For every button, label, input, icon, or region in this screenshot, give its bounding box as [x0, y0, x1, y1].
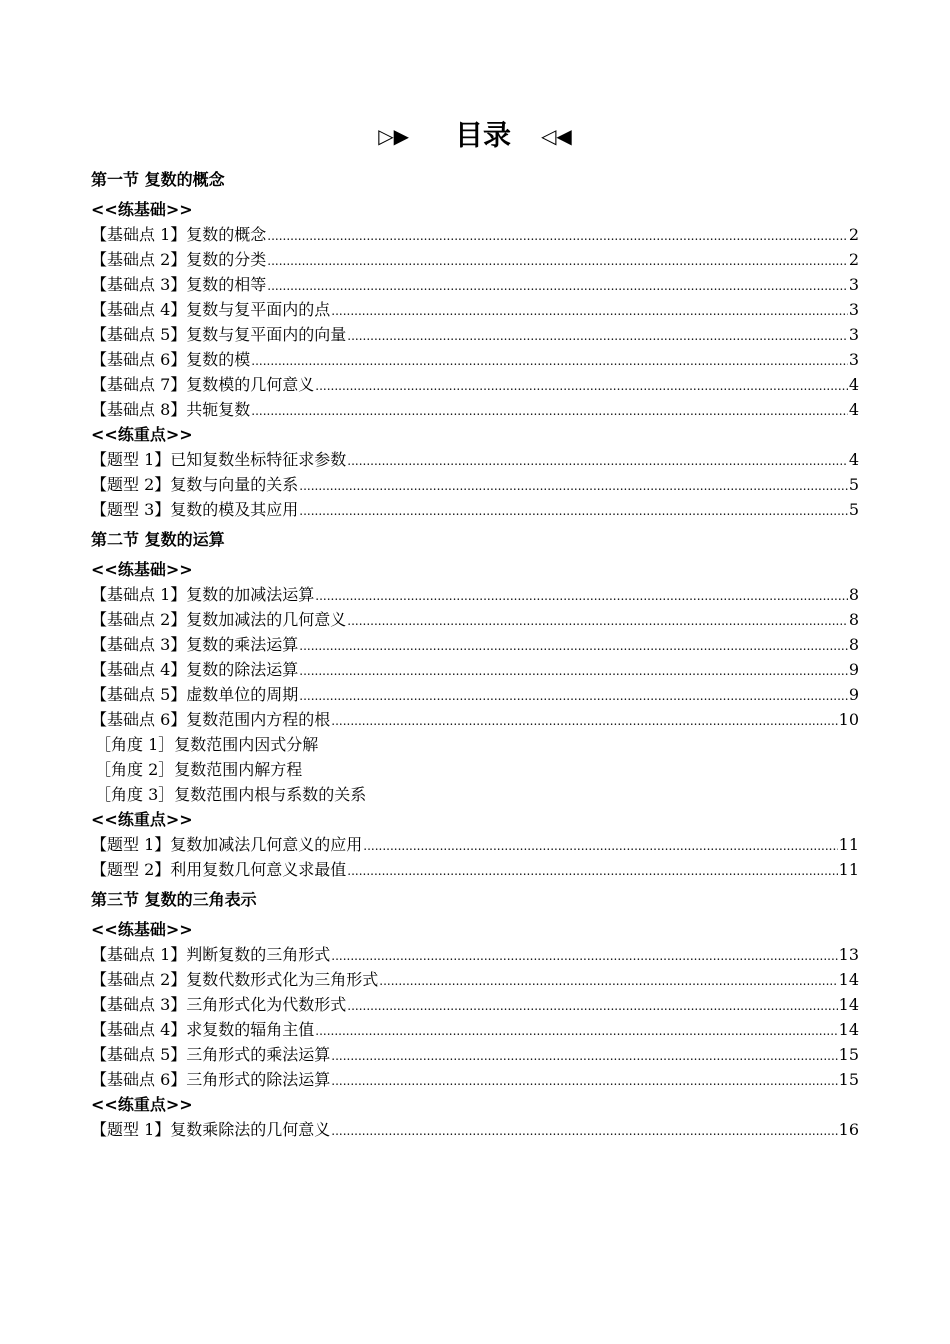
- page-number: 2: [848, 225, 859, 244]
- toc-entry[interactable]: [91, 272, 859, 297]
- left-triangle-icon: ◁◀: [541, 123, 572, 148]
- toc-entry-label: 【基础点 5】三角形式的乘法运算: [91, 1045, 331, 1064]
- toc-entry[interactable]: [91, 322, 859, 347]
- page-number: 4: [848, 400, 859, 419]
- dot-leader: [379, 969, 837, 994]
- toc-entry-label: 【基础点 2】复数加减法的几何意义: [91, 610, 347, 629]
- page-number: 14: [838, 970, 859, 989]
- toc-entry-label: 【基础点 2】复数的分类: [91, 250, 267, 269]
- toc-entry-label: 【基础点 7】复数模的几何意义: [91, 375, 315, 394]
- toc-entry-label: 【基础点 5】虚数单位的周期: [91, 685, 299, 704]
- dot-leader: [299, 474, 848, 499]
- page-number: 3: [848, 300, 859, 319]
- toc-entry[interactable]: [91, 397, 859, 422]
- page-number: 2: [848, 250, 859, 269]
- toc-entry[interactable]: [91, 497, 859, 522]
- toc-sub-entry[interactable]: ［角度 2］复数范围内解方程: [95, 760, 303, 779]
- toc-entry[interactable]: [91, 297, 859, 322]
- group-heading-key-points: <<练重点>>: [91, 810, 193, 829]
- dot-leader: [347, 859, 837, 884]
- toc-entry[interactable]: [91, 472, 859, 497]
- dot-leader: [331, 1044, 837, 1069]
- toc-entry-label: 【题型 2】复数与向量的关系: [91, 475, 299, 494]
- toc-entry[interactable]: [91, 1042, 859, 1067]
- toc-entry-label: 【基础点 6】三角形式的除法运算: [91, 1070, 331, 1089]
- dot-leader: [299, 634, 848, 659]
- toc-entry-label: 【基础点 3】复数的相等: [91, 275, 267, 294]
- page-number: 8: [848, 585, 859, 604]
- toc-sub-entry[interactable]: ［角度 1］复数范围内因式分解: [95, 735, 319, 754]
- toc-entry[interactable]: [91, 582, 859, 607]
- dot-leader: [299, 659, 848, 684]
- toc-entry-label: 【基础点 2】复数代数形式化为三角形式: [91, 970, 379, 989]
- dot-leader: [363, 834, 837, 859]
- toc-entry[interactable]: [91, 447, 859, 472]
- toc-entry[interactable]: [91, 707, 859, 732]
- toc-entry[interactable]: [91, 247, 859, 272]
- page-title: 目录: [454, 118, 511, 152]
- toc-entry-label: 【基础点 1】复数的概念: [91, 225, 267, 244]
- toc-entry-label: 【题型 2】利用复数几何意义求最值: [91, 860, 347, 879]
- page-number: 13: [838, 945, 859, 964]
- group-heading-basics: <<练基础>>: [91, 920, 193, 939]
- page-number: 14: [838, 1020, 859, 1039]
- dot-leader: [347, 994, 837, 1019]
- toc-entry[interactable]: [91, 607, 859, 632]
- toc-sub-entry[interactable]: ［角度 3］复数范围内根与系数的关系: [95, 785, 367, 804]
- toc-entry[interactable]: [91, 857, 859, 882]
- page-number: 5: [848, 500, 859, 519]
- toc-entry-label: 【题型 1】已知复数坐标特征求参数: [91, 450, 347, 469]
- group-heading-key-points: <<练重点>>: [91, 1095, 193, 1114]
- toc-entry-label: 【基础点 4】求复数的辐角主值: [91, 1020, 315, 1039]
- table-of-contents: [91, 166, 859, 1142]
- dot-leader: [347, 609, 848, 634]
- toc-entry[interactable]: [91, 967, 859, 992]
- page-number: 4: [848, 375, 859, 394]
- toc-entry-label: 【基础点 3】复数的乘法运算: [91, 635, 299, 654]
- dot-leader: [347, 324, 848, 349]
- toc-entry-label: 【基础点 3】三角形式化为代数形式: [91, 995, 347, 1014]
- dot-leader: [331, 1119, 837, 1144]
- toc-entry-label: 【题型 3】复数的模及其应用: [91, 500, 299, 519]
- toc-entry[interactable]: [91, 682, 859, 707]
- page-number: 8: [848, 635, 859, 654]
- toc-entry[interactable]: [91, 632, 859, 657]
- dot-leader: [315, 584, 848, 609]
- toc-entry[interactable]: [91, 222, 859, 247]
- dot-leader: [331, 1069, 837, 1094]
- toc-entry-label: 【基础点 5】复数与复平面内的向量: [91, 325, 347, 344]
- toc-entry-label: 【基础点 1】判断复数的三角形式: [91, 945, 331, 964]
- toc-entry[interactable]: [91, 942, 859, 967]
- page-number: 15: [838, 1070, 859, 1089]
- toc-entry-label: 【基础点 4】复数的除法运算: [91, 660, 299, 679]
- dot-leader: [315, 1019, 837, 1044]
- page-number: 3: [848, 350, 859, 369]
- toc-entry[interactable]: [91, 832, 859, 857]
- toc-entry-label: 【基础点 8】共轭复数: [91, 400, 251, 419]
- group-heading-basics: <<练基础>>: [91, 200, 193, 219]
- right-triangle-icon: ▷▶: [378, 123, 409, 148]
- page-number: 3: [848, 275, 859, 294]
- dot-leader: [267, 249, 848, 274]
- page-number: 10: [838, 710, 859, 729]
- toc-entry-label: 【基础点 4】复数与复平面内的点: [91, 300, 331, 319]
- page-number: 5: [848, 475, 859, 494]
- dot-leader: [331, 709, 837, 734]
- toc-entry[interactable]: [91, 1117, 859, 1142]
- page-number: 8: [848, 610, 859, 629]
- dot-leader: [331, 944, 837, 969]
- page-number: 9: [848, 660, 859, 679]
- toc-title: [0, 114, 950, 156]
- toc-entry-label: 【基础点 6】复数范围内方程的根: [91, 710, 331, 729]
- section-heading[interactable]: 第三节 复数的三角表示: [91, 890, 257, 909]
- page-number: 9: [848, 685, 859, 704]
- dot-leader: [347, 449, 848, 474]
- dot-leader: [299, 684, 848, 709]
- section-heading[interactable]: 第一节 复数的概念: [91, 170, 225, 189]
- toc-entry[interactable]: [91, 347, 859, 372]
- dot-leader: [267, 224, 848, 249]
- toc-entry[interactable]: [91, 657, 859, 682]
- page-number: 4: [848, 450, 859, 469]
- toc-entry-label: 【题型 1】复数加减法几何意义的应用: [91, 835, 363, 854]
- dot-leader: [331, 299, 848, 324]
- page-number: 16: [838, 1120, 859, 1139]
- dot-leader: [251, 399, 848, 424]
- page-number: 15: [838, 1045, 859, 1064]
- page-number: 14: [838, 995, 859, 1014]
- toc-entry-label: 【基础点 6】复数的模: [91, 350, 251, 369]
- section-heading[interactable]: 第二节 复数的运算: [91, 530, 225, 549]
- toc-entry[interactable]: [91, 992, 859, 1017]
- toc-entry[interactable]: [91, 1067, 859, 1092]
- page-number: 3: [848, 325, 859, 344]
- toc-entry-label: 【题型 1】复数乘除法的几何意义: [91, 1120, 331, 1139]
- dot-leader: [315, 374, 848, 399]
- page-number: 11: [838, 835, 859, 854]
- group-heading-basics: <<练基础>>: [91, 560, 193, 579]
- toc-entry[interactable]: [91, 372, 859, 397]
- group-heading-key-points: <<练重点>>: [91, 425, 193, 444]
- toc-entry-label: 【基础点 1】复数的加减法运算: [91, 585, 315, 604]
- toc-entry[interactable]: [91, 1017, 859, 1042]
- dot-leader: [251, 349, 848, 374]
- dot-leader: [299, 499, 848, 524]
- page-number: 11: [838, 860, 859, 879]
- dot-leader: [267, 274, 848, 299]
